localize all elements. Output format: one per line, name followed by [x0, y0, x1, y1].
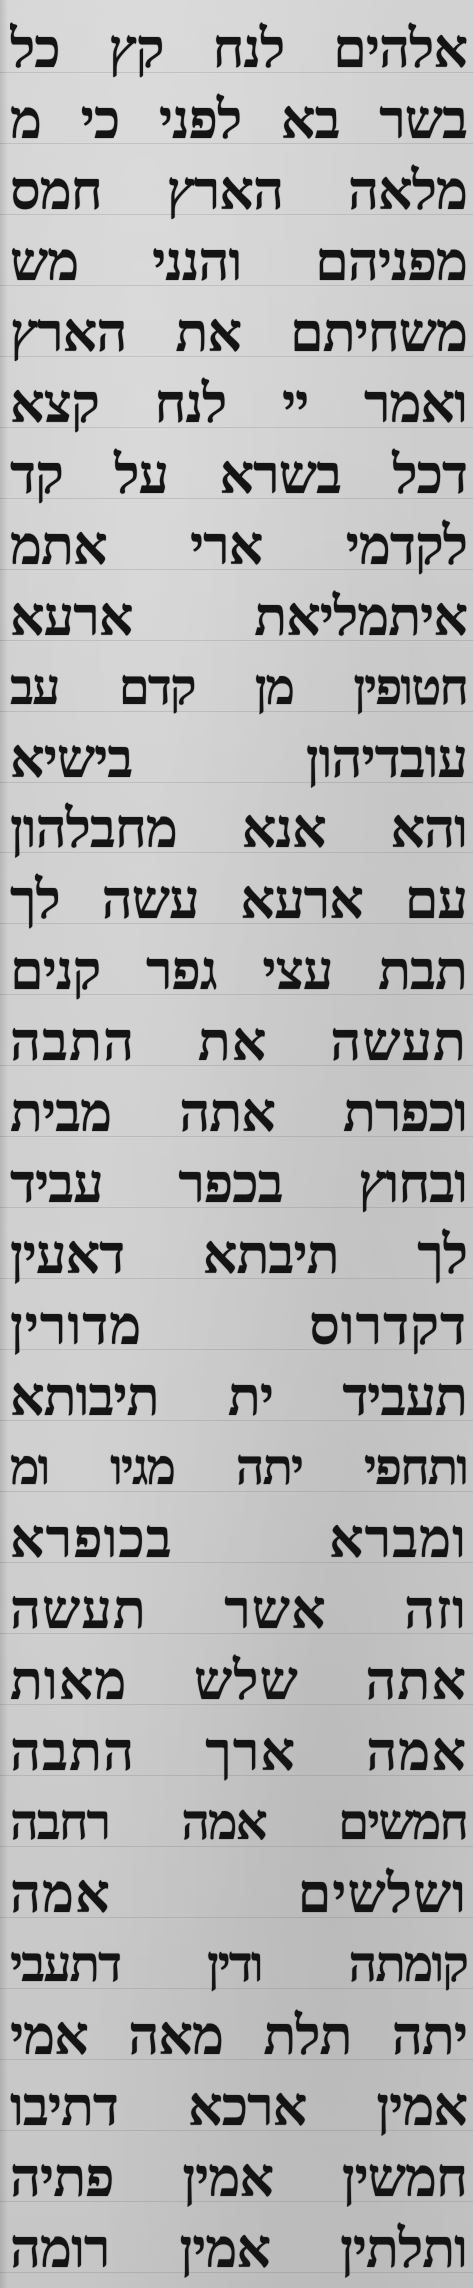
text-line-26: חמשים אמה רחבה — [10, 1791, 467, 1851]
text-line-22: ומברא בכופרא — [10, 1508, 467, 1569]
text-line-25: אמה ארך התבה — [10, 1720, 467, 1781]
text-line-15: תעשה את התבה — [10, 1011, 467, 1072]
text-line-20: תעביד ית תיבותא — [10, 1366, 467, 1427]
text-line-11: עובדיהון בישיא — [10, 727, 467, 788]
text-line-31: חמשין אמין פתיה — [10, 2146, 467, 2207]
text-line-8: לקדמי ארי אתמ — [10, 514, 467, 575]
text-line-18: לך תיבתא דאעין — [10, 1224, 467, 1285]
text-line-16: וכפרת אתה מבית — [10, 1082, 467, 1143]
text-line-13: עם ארעא עשה לך — [10, 869, 467, 930]
text-line-2: בשר בא לפני כי מ — [10, 88, 467, 149]
left-edge-shadow — [0, 0, 8, 2288]
text-line-9: איתמליאת ארעא — [10, 585, 467, 646]
text-line-30: אמין ארכא דתיבו — [10, 2075, 467, 2136]
text-line-21: ותחפי יתה מגיו ומ — [10, 1437, 467, 1497]
text-line-28: קומתה ודין דתעבי — [10, 1933, 467, 1993]
text-line-29: יתה תלת מאה אמי — [10, 2004, 467, 2065]
text-line-17: ובחוץ בכפר עביד — [10, 1153, 467, 1214]
text-line-14: תבת עצי גפר קנים — [10, 940, 467, 1001]
text-line-3: מלאה הארץ חמס — [10, 159, 467, 220]
text-column — [10, 18, 467, 2278]
text-line-1: אלהים לנח קץ כל — [10, 18, 467, 78]
text-line-12: והא אנא מחבלהון — [10, 798, 467, 859]
text-line-7: דכל בשרא על קד — [10, 443, 467, 504]
text-line-24: אתה שלש מאות — [10, 1649, 467, 1710]
text-line-10: חטופין מן קדם עב — [10, 656, 467, 716]
text-line-27: ושלשים אמה — [10, 1862, 467, 1923]
text-line-6: ואמר יי לנח קצא — [10, 372, 467, 433]
text-line-23: וזה אשר תעשה — [10, 1578, 467, 1639]
text-line-19: דקדרוס מדורין — [10, 1295, 467, 1356]
text-line-4: מפניהם והנני מש — [10, 230, 467, 291]
text-line-32: ותלתין אמין רומה — [10, 2217, 467, 2278]
text-line-5: משחיתם את הארץ — [10, 301, 467, 362]
